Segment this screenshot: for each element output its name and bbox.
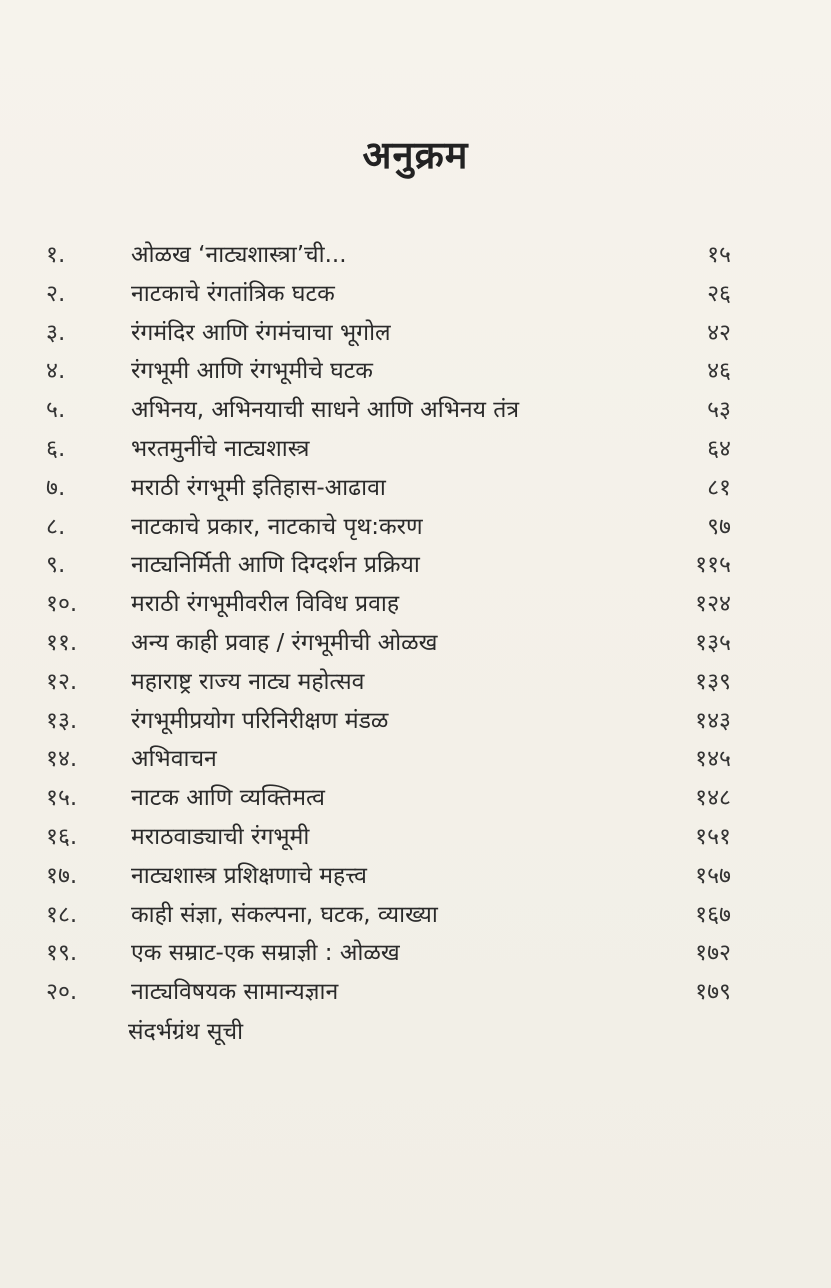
toc-row	[0, 546, 831, 585]
toc-number: १३.	[46, 707, 78, 734]
toc-title: महाराष्ट्र राज्य नाट्य महोत्सव	[131, 668, 365, 695]
toc-title: रंगभूमीप्रयोग परिनिरीक्षण मंडळ	[131, 707, 389, 734]
toc-page: १५	[707, 242, 731, 268]
toc-row	[0, 934, 831, 973]
toc-title: नाटकाचे प्रकार, नाटकाचे पृथ:करण	[131, 513, 423, 540]
toc-title: एक सम्राट-एक सम्राज्ञी : ओळख	[131, 940, 400, 967]
toc-number: १०.	[46, 591, 78, 618]
table-of-contents	[0, 236, 831, 1052]
toc-title: नाट्यविषयक सामान्यज्ञान	[131, 979, 339, 1006]
toc-title: भरतमुनींचे नाट्यशास्त्र	[131, 435, 310, 462]
toc-row	[0, 508, 831, 547]
toc-page: १५७	[695, 862, 731, 889]
toc-title: नाटकाचे रंगतांत्रिक घटक	[131, 280, 335, 307]
toc-number: १४.	[46, 746, 78, 773]
toc-title: अभिनय, अभिनयाची साधने आणि अभिनय तंत्र	[131, 397, 520, 424]
toc-page: ९७	[707, 513, 731, 540]
toc-number: ७.	[46, 474, 66, 501]
toc-page: १७२	[695, 940, 731, 967]
toc-number: ९.	[46, 552, 66, 579]
toc-appendix-row	[0, 1012, 831, 1052]
toc-page: १७९	[695, 979, 731, 1006]
toc-number: १२.	[46, 668, 78, 695]
toc-title: रंगभूमी आणि रंगभूमीचे घटक	[131, 358, 373, 385]
toc-row	[0, 585, 831, 624]
toc-title: काही संज्ञा, संकल्पना, घटक, व्याख्या	[131, 901, 438, 928]
toc-page: ४२	[707, 319, 731, 346]
toc-number: १५.	[46, 785, 78, 812]
toc-title: रंगमंदिर आणि रंगमंचाचा भूगोल	[131, 319, 391, 346]
toc-number: ८.	[46, 513, 66, 540]
toc-appendix: संदर्भग्रंथ सूची	[128, 1018, 244, 1045]
toc-title: नाटक आणि व्यक्तिमत्व	[131, 785, 325, 812]
toc-row	[0, 391, 831, 430]
toc-title: मराठी रंगभूमीवरील विविध प्रवाह	[131, 591, 400, 618]
toc-row	[0, 352, 831, 391]
toc-page: १३५	[695, 629, 731, 656]
toc-row	[0, 314, 831, 353]
toc-row	[0, 779, 831, 818]
toc-number: ६.	[46, 435, 66, 462]
toc-number: ११.	[46, 629, 78, 656]
toc-page: ८१	[707, 474, 731, 501]
toc-row	[0, 236, 831, 275]
toc-row	[0, 818, 831, 857]
toc-page: १४८	[695, 785, 731, 812]
toc-number: ५.	[46, 397, 66, 424]
toc-title: अभिवाचन	[131, 746, 217, 773]
toc-page: ५३	[707, 397, 731, 424]
toc-row	[0, 624, 831, 663]
toc-title: नाट्यशास्त्र प्रशिक्षणाचे महत्त्व	[131, 862, 367, 889]
toc-title: नाट्यनिर्मिती आणि दिग्दर्शन प्रक्रिया	[131, 552, 420, 579]
toc-number: २०.	[46, 979, 78, 1006]
toc-row	[0, 857, 831, 896]
toc-number: ३.	[46, 319, 66, 346]
toc-number: ४.	[46, 358, 66, 385]
toc-page: १४५	[695, 746, 731, 773]
toc-number: १.	[46, 242, 66, 268]
toc-number: २.	[46, 280, 66, 307]
toc-page: २६	[707, 280, 731, 307]
toc-row	[0, 702, 831, 741]
toc-number: १९.	[46, 940, 78, 967]
toc-number: १७.	[46, 862, 78, 889]
toc-row	[0, 469, 831, 508]
page-title: अनुक्रम	[362, 133, 469, 177]
toc-title: मराठवाड्याची रंगभूमी	[131, 823, 310, 850]
toc-row	[0, 973, 831, 1012]
toc-row	[0, 663, 831, 702]
toc-page: १३९	[695, 668, 731, 695]
toc-number: १६.	[46, 823, 78, 850]
toc-row	[0, 275, 831, 314]
toc-page: १६७	[695, 901, 731, 928]
toc-title: मराठी रंगभूमी इतिहास-आढावा	[131, 474, 386, 501]
toc-page: १५१	[695, 823, 731, 850]
toc-page: १२४	[695, 591, 731, 618]
toc-title: अन्य काही प्रवाह / रंगभूमीची ओळख	[131, 629, 438, 656]
toc-page: ६४	[707, 435, 731, 462]
toc-row	[0, 740, 831, 779]
toc-row	[0, 430, 831, 469]
toc-number: १८.	[46, 901, 78, 928]
toc-title: ओळख ‘नाट्यशास्त्रा’ची...	[131, 242, 347, 268]
toc-page: ११५	[695, 552, 731, 579]
toc-page: १४३	[695, 707, 731, 734]
toc-row	[0, 896, 831, 935]
toc-page: ४६	[707, 358, 731, 385]
